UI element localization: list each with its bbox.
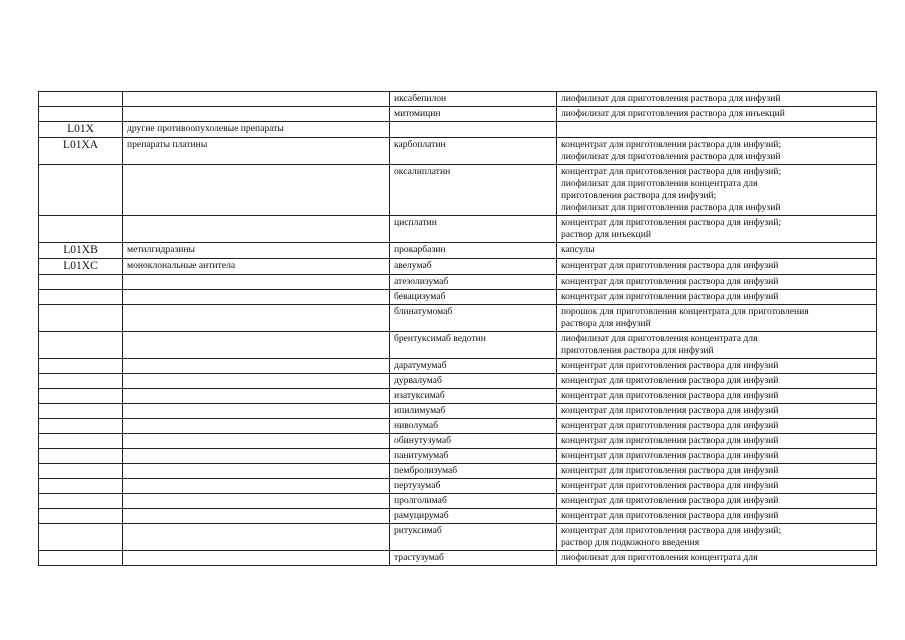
table-row [39, 449, 877, 464]
atc-code-cell [39, 494, 123, 509]
group-name-cell [123, 216, 390, 243]
group-name-cell: препараты платины [123, 138, 390, 165]
drug-name-cell: ипилимумаб [390, 404, 557, 419]
atc-code-cell [39, 374, 123, 389]
atc-code-cell [39, 404, 123, 419]
dosage-form-line: концентрат для приготовления раствора для инфузий [561, 465, 779, 476]
drug-name-cell: карбоплатин [390, 138, 557, 165]
dosage-form-cell [557, 404, 877, 419]
dosage-form-cell [557, 122, 877, 138]
dosage-form-line: концентрат для приготовления раствора для инфузий [561, 375, 779, 386]
table-row [39, 332, 877, 359]
group-name-cell [123, 524, 390, 551]
dosage-form-line: концентрат для приготовления раствора для инфузий [561, 450, 779, 461]
dosage-form-cell [557, 509, 877, 524]
table-row [39, 122, 877, 138]
group-name-cell: метилгидразины [123, 243, 390, 259]
dosage-form-cell [557, 494, 877, 509]
drug-name-cell: обинутузумаб [390, 434, 557, 449]
drug-name-cell: блинатумомаб [390, 305, 557, 332]
dosage-form-line: концентрат для приготовления раствора для инфузий; [561, 217, 782, 228]
table-row [39, 524, 877, 551]
drug-name-cell: авелумаб [390, 259, 557, 275]
atc-code-cell [39, 332, 123, 359]
group-name-cell [123, 165, 390, 216]
dosage-form-cell [557, 290, 877, 305]
table-body [39, 92, 877, 566]
group-name-cell [123, 374, 390, 389]
group-name-cell [123, 389, 390, 404]
table-row [39, 243, 877, 259]
dosage-form-cell [557, 216, 877, 243]
dosage-form-cell [557, 305, 877, 332]
group-name-cell [123, 419, 390, 434]
table-row [39, 290, 877, 305]
dosage-form-cell [557, 374, 877, 389]
dosage-form-cell [557, 275, 877, 290]
dosage-form-line: лиофилизат для приготовления раствора для инфузий [561, 151, 781, 162]
atc-code-cell [39, 359, 123, 374]
dosage-form-cell [557, 434, 877, 449]
dosage-form-cell [557, 449, 877, 464]
dosage-form-line: лиофилизат для приготовления раствора для инфузий [561, 93, 781, 104]
drug-name-cell: изатуксимаб [390, 389, 557, 404]
table-row [39, 359, 877, 374]
atc-code-cell [39, 434, 123, 449]
dosage-form-line: концентрат для приготовления раствора для инфузий [561, 480, 779, 491]
dosage-form-line: концентрат для приготовления раствора для инфузий; [561, 166, 782, 177]
dosage-form-line: концентрат для приготовления раствора для инфузий [561, 435, 779, 446]
table-row [39, 494, 877, 509]
dosage-form-cell [557, 551, 877, 566]
dosage-form-cell [557, 243, 877, 259]
group-name-cell [123, 275, 390, 290]
group-name-cell [123, 494, 390, 509]
drug-name-cell: атезолизумаб [390, 275, 557, 290]
drug-name-cell: панитумумаб [390, 449, 557, 464]
dosage-form-cell [557, 479, 877, 494]
group-name-cell [123, 305, 390, 332]
dosage-form-line: приготовления раствора для инфузий; [561, 190, 717, 201]
drug-table [38, 91, 877, 566]
table-row [39, 419, 877, 434]
drug-name-cell: цисплатин [390, 216, 557, 243]
dosage-form-line: концентрат для приготовления раствора для инфузий [561, 420, 779, 431]
atc-code-cell [39, 165, 123, 216]
dosage-form-cell [557, 524, 877, 551]
group-name-cell [123, 404, 390, 419]
group-name-cell [123, 551, 390, 566]
dosage-form-line: концентрат для приготовления раствора для инфузий [561, 405, 779, 416]
dosage-form-line: концентрат для приготовления раствора для инфузий [561, 360, 779, 371]
group-name-cell [123, 359, 390, 374]
table-row [39, 389, 877, 404]
atc-code-cell [39, 509, 123, 524]
dosage-form-cell [557, 419, 877, 434]
dosage-form-line: концентрат для приготовления раствора для инфузий; [561, 139, 782, 150]
group-name-cell [123, 479, 390, 494]
dosage-form-line: лиофилизат для приготовления концентрата для [561, 552, 758, 563]
table-row [39, 165, 877, 216]
atc-code-cell [39, 551, 123, 566]
table-row [39, 464, 877, 479]
atc-code-cell [39, 389, 123, 404]
atc-code-cell: L01XA [39, 138, 123, 165]
table-row [39, 374, 877, 389]
atc-code-cell [39, 275, 123, 290]
group-name-cell: другие противоопухолевые препараты [123, 122, 390, 138]
drug-name-cell: бевацизумаб [390, 290, 557, 305]
atc-code-cell [39, 305, 123, 332]
atc-code-cell [39, 479, 123, 494]
table-row [39, 305, 877, 332]
atc-code-cell: L01X [39, 122, 123, 138]
dosage-form-line: приготовления раствора для инфузий [561, 345, 714, 356]
drug-name-cell: даратумумаб [390, 359, 557, 374]
drug-name-cell: пертузумаб [390, 479, 557, 494]
dosage-form-cell [557, 138, 877, 165]
atc-code-cell: L01XB [39, 243, 123, 259]
group-name-cell [123, 434, 390, 449]
atc-code-cell: L01XC [39, 259, 123, 275]
table-row [39, 138, 877, 165]
group-name-cell [123, 332, 390, 359]
dosage-form-line: порошок для приготовления концентрата для приготовления [561, 306, 809, 317]
dosage-form-cell [557, 389, 877, 404]
table-row [39, 216, 877, 243]
drug-name-cell: рамуцирумаб [390, 509, 557, 524]
group-name-cell: моноклональные антитела [123, 259, 390, 275]
drug-name-cell: дурвалумаб [390, 374, 557, 389]
table-row [39, 107, 877, 122]
table-row [39, 275, 877, 290]
group-name-cell [123, 107, 390, 122]
drug-name-cell: прокарбазин [390, 243, 557, 259]
drug-name-cell: пембролизумаб [390, 464, 557, 479]
atc-code-cell [39, 92, 123, 107]
group-name-cell [123, 290, 390, 305]
dosage-form-line: концентрат для приготовления раствора для инфузий; [561, 525, 782, 536]
drug-name-cell: брентуксимаб ведотин [390, 332, 557, 359]
atc-code-cell [39, 216, 123, 243]
group-name-cell [123, 92, 390, 107]
dosage-form-line: концентрат для приготовления раствора для инфузий [561, 260, 779, 271]
atc-code-cell [39, 524, 123, 551]
dosage-form-line: концентрат для приготовления раствора для инфузий [561, 291, 779, 302]
dosage-form-line: концентрат для приготовления раствора для инфузий [561, 276, 779, 287]
dosage-form-line: капсулы [561, 244, 595, 255]
atc-code-cell [39, 419, 123, 434]
drug-name-cell [390, 122, 557, 138]
atc-code-cell [39, 449, 123, 464]
table-row [39, 92, 877, 107]
table-row [39, 479, 877, 494]
dosage-form-line: концентрат для приготовления раствора для инфузий [561, 390, 779, 401]
drug-name-cell: иксабепилон [390, 92, 557, 107]
dosage-form-cell [557, 332, 877, 359]
dosage-form-line: концентрат для приготовления раствора для инфузий [561, 495, 779, 506]
dosage-form-cell [557, 464, 877, 479]
dosage-form-cell [557, 259, 877, 275]
dosage-form-line: раствора для инфузий [561, 318, 651, 329]
dosage-form-cell [557, 359, 877, 374]
table-row [39, 404, 877, 419]
dosage-form-line: раствор для инъекций [561, 229, 651, 240]
table-row [39, 259, 877, 275]
atc-code-cell [39, 290, 123, 305]
group-name-cell [123, 464, 390, 479]
table-row [39, 551, 877, 566]
group-name-cell [123, 509, 390, 524]
dosage-form-line: лиофилизат для приготовления концентрата для [561, 333, 758, 344]
dosage-form-line: лиофилизат для приготовления раствора для инъекций [561, 108, 785, 119]
drug-name-cell: ритуксимаб [390, 524, 557, 551]
dosage-form-line: лиофилизат для приготовления концентрата для [561, 178, 758, 189]
group-name-cell [123, 449, 390, 464]
atc-code-cell [39, 464, 123, 479]
dosage-form-cell [557, 92, 877, 107]
dosage-form-line: раствор для подкожного введения [561, 537, 700, 548]
table-row [39, 434, 877, 449]
table-row [39, 509, 877, 524]
dosage-form-cell [557, 165, 877, 216]
dosage-form-cell [557, 107, 877, 122]
drug-name-cell: оксалиплатин [390, 165, 557, 216]
atc-code-cell [39, 107, 123, 122]
drug-name-cell: трастузумаб [390, 551, 557, 566]
drug-name-cell: митомицин [390, 107, 557, 122]
dosage-form-line: концентрат для приготовления раствора для инфузий [561, 510, 779, 521]
drug-name-cell: пролголимаб [390, 494, 557, 509]
drug-name-cell: ниволумаб [390, 419, 557, 434]
dosage-form-line: лиофилизат для приготовления раствора для инфузий [561, 202, 781, 213]
